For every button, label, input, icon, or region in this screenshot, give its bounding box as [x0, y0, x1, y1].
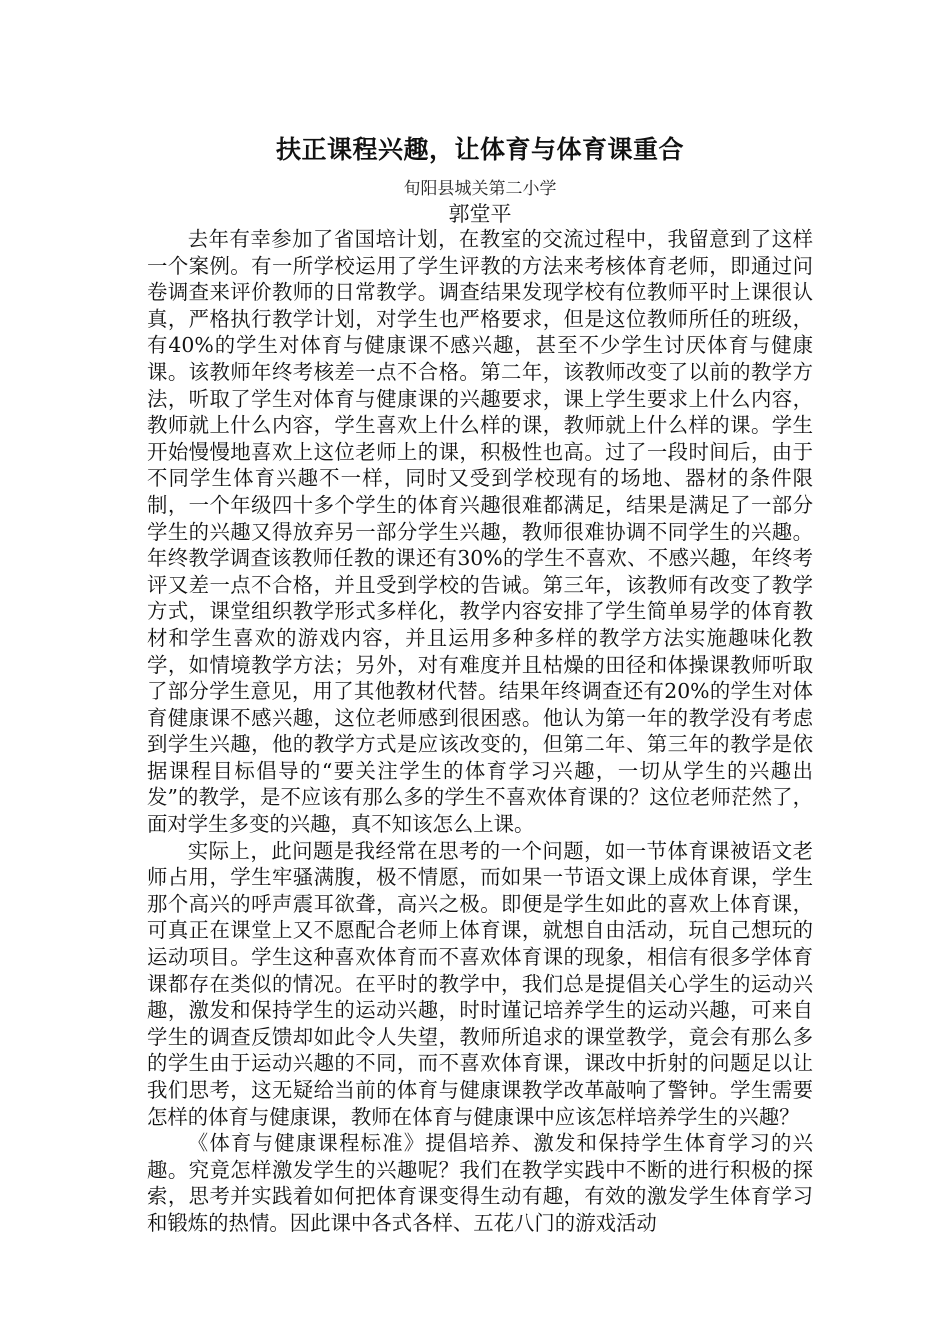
- document-title: 扶正课程兴趣，让体育与体育课重合: [275, 135, 684, 164]
- document-body: [147, 130, 813, 1237]
- author-name: 郭堂平: [448, 202, 512, 226]
- paragraph-reflection: 实际上，此问题是我经常在思考的一个问题，如一节体育课被语文老师占用，学生牢骚满腹，极不情愿，而如果一节语文课上成体育课，学生那个高兴的呼声震耳欲聋，高兴之极。即便是学生如此的喜欢上体育课，可真正在课堂上又不愿配合老师上体育课，就想自由活动，玩自己想玩的运动项目。学生这种喜欢体育而不喜欢体育课的现象，相信有很多学体育课都存在类似的情况。在平时的教学中，我们总是提倡关心学生的运动兴趣，激发和保持学生的运动兴趣，时时谨记培养学生的运动兴趣，可来自学生的调查反馈却如此令人失望，教师所追求的课堂教学，竟会有那么多的学生由于运动兴趣的不同，而不喜欢体育课，课改中折射的问题足以让我们思考，这无疑给当前的体育与健康课教学改革敲响了警钟。学生需要怎样的体育与健康课，教师在体育与健康课中应该怎样培养学生的兴趣？: [147, 838, 813, 1129]
- school-name: 旬阳县城关第二小学: [403, 179, 557, 199]
- paragraph-curriculum-standard: 《体育与健康课程标准》提倡培养、激发和保持学生体育学习的兴趣。究竟怎样激发学生的兴趣呢？我们在教学实践中不断的进行积极的探索，思考并实践着如何把体育课变得生动有趣，有效的激发学生体育学习和锻炼的热情。因此课中各式各样、五花八门的游戏活动: [147, 1131, 813, 1235]
- paragraph-case-study: 去年有幸参加了省国培计划，在教室的交流过程中，我留意到了这样一个案例。有一所学校运用了学生评教的方法来考核体育老师，即通过问卷调查来评价教师的日常教学。调查结果发现学校有位教师平时上课很认真，严格执行教学计划，对学生也严格要求，但是这位教师所任的班级，有40%的学生对体育与健康课不感兴趣，甚至不少学生讨厌体育与健康课。该教师年终考核差一点不合格。第二年，该教师改变了以前的教学方法，听取了学生对体育与健康课的兴趣要求，课上学生要求上什么内容，教师就上什么内容，学生喜欢上什么样的课，教师就上什么样的课。学生开始慢慢地喜欢上这位老师上的课，积极性也高。过了一段时间后，由于不同学生体育兴趣不一样，同时又受到学校现有的场地、器材的条件限制，一个年级四十多个学生的体育兴趣很难都满足，结果是满足了一部分学生的兴趣又得放弃另一部分学生兴趣，教师很难协调不同学生的兴趣。年终教学调查该教师任教的课还有30%的学生不喜欢、不感兴趣，年终考评又差一点不合格，并且受到学校的告诫。第三年，该教师有改变了教学方式，课堂组织教学形式多样化，教学内容安排了学生简单易学的体育教材和学生喜欢的游戏内容，并且运用多种多样的教学方法实施趣味化教学，如情境教学方法；另外，对有难度并且枯燥的田径和体操课教师听取了部分学生意见，用了其他教材代替。结果年终调查还有20%的学生对体育健康课不感兴趣，这位老师感到很困惑。他认为第一年的教学没有考虑到学生兴趣，他的教学方式是应该改变的，但第二年、第三年的教学是依据课程目标倡导的“要关注学生的体育学习兴趣，一切从学生的兴趣出发”的教学，是不应该有那么多的学生不喜欢体育课的？这位老师茫然了，面对学生多变的兴趣，真不知该怎么上课。: [147, 227, 813, 837]
